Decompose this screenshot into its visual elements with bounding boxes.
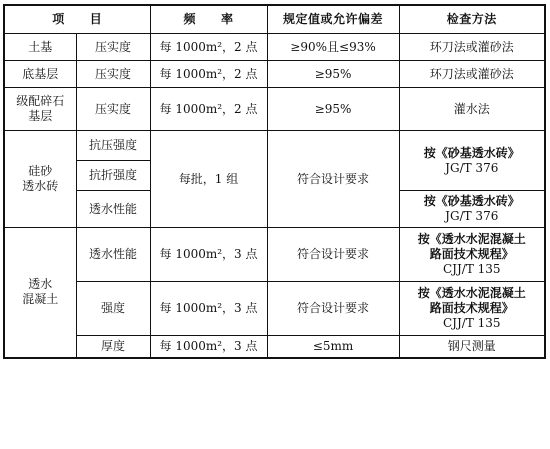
cell-frequency: 每 1000m²，3 点 xyxy=(150,282,267,336)
cell-tolerance: ≥95% xyxy=(267,88,399,131)
cell-sub-item: 强度 xyxy=(76,282,150,336)
cell-sub-item: 透水性能 xyxy=(76,191,150,228)
standard-name: 按《砂基透水砖》 xyxy=(423,145,520,160)
table-row xyxy=(4,61,545,88)
header-frequency: 频 率 xyxy=(150,5,267,34)
standard-name: 路面技术规程》 xyxy=(429,301,514,315)
cell-item xyxy=(4,88,76,131)
cell-item-line: 混凝土 xyxy=(22,292,59,307)
standard-name: 按《透水水泥混凝土 xyxy=(417,286,526,300)
cell-sub-item: 透水性能 xyxy=(76,228,150,282)
cell-method xyxy=(399,282,545,336)
standard-code: JG/T 376 xyxy=(445,160,499,175)
standard-code: CJJ/T 135 xyxy=(442,262,501,276)
cell-method xyxy=(399,191,545,228)
table-row xyxy=(4,34,545,61)
table-row xyxy=(4,282,545,336)
table-row xyxy=(4,131,545,161)
table-row xyxy=(4,88,545,131)
cell-frequency: 每 1000m²，3 点 xyxy=(150,228,267,282)
cell-frequency: 每 1000m²，3 点 xyxy=(150,336,267,358)
cell-sub-item: 压实度 xyxy=(76,88,150,131)
cell-item-line: 透水砖 xyxy=(22,179,59,193)
cell-sub-item: 压实度 xyxy=(76,34,150,61)
cell-tolerance: ≥95% xyxy=(267,61,399,88)
header-method: 检查方法 xyxy=(399,5,545,34)
cell-frequency: 每 1000m²，2 点 xyxy=(150,61,267,88)
cell-item-line: 硅砂 xyxy=(28,164,53,178)
cell-sub-item: 厚度 xyxy=(76,336,150,358)
standard-code: JG/T 376 xyxy=(445,209,499,223)
cell-sub-item: 抗折强度 xyxy=(76,161,150,191)
cell-method: 环刀法或灌砂法 xyxy=(399,34,545,61)
cell-sub-item: 抗压强度 xyxy=(76,131,150,161)
cell-method: 钢尺测量 xyxy=(399,336,545,358)
standard-name: 按《透水水泥混凝土 xyxy=(417,232,526,246)
inspection-table xyxy=(3,4,546,359)
cell-item-line: 级配碎石 xyxy=(16,94,65,108)
header-item: 项 目 xyxy=(4,5,150,34)
cell-tolerance: ≤5mm xyxy=(267,336,399,358)
cell-method xyxy=(399,228,545,282)
cell-item: 土基 xyxy=(4,34,76,61)
cell-sub-item: 压实度 xyxy=(76,61,150,88)
cell-method: 灌水法 xyxy=(399,88,545,131)
table-row xyxy=(4,336,545,358)
cell-tolerance: 符合设计要求 xyxy=(267,131,399,228)
cell-method: 环刀法或灌砂法 xyxy=(399,61,545,88)
cell-frequency: 每 1000m²，2 点 xyxy=(150,88,267,131)
header-tolerance: 规定值或允许偏差 xyxy=(267,5,399,34)
cell-item xyxy=(4,131,76,228)
cell-item: 底基层 xyxy=(4,61,76,88)
cell-item-line: 基层 xyxy=(28,109,53,123)
cell-tolerance: 符合设计要求 xyxy=(267,282,399,336)
header-row xyxy=(4,5,545,34)
standard-code: CJJ/T 135 xyxy=(442,316,501,330)
standard-name: 按《砂基透水砖》 xyxy=(423,194,520,208)
cell-tolerance: ≥90%且≤93% xyxy=(267,34,399,61)
cell-item xyxy=(4,228,76,358)
cell-item-line: 透水 xyxy=(28,277,53,292)
standard-name: 路面技术规程》 xyxy=(429,247,514,261)
cell-method xyxy=(399,131,545,191)
cell-frequency: 每 1000m²，2 点 xyxy=(150,34,267,61)
table-row xyxy=(4,228,545,282)
cell-tolerance: 符合设计要求 xyxy=(267,228,399,282)
cell-frequency: 每批，1 组 xyxy=(150,131,267,228)
